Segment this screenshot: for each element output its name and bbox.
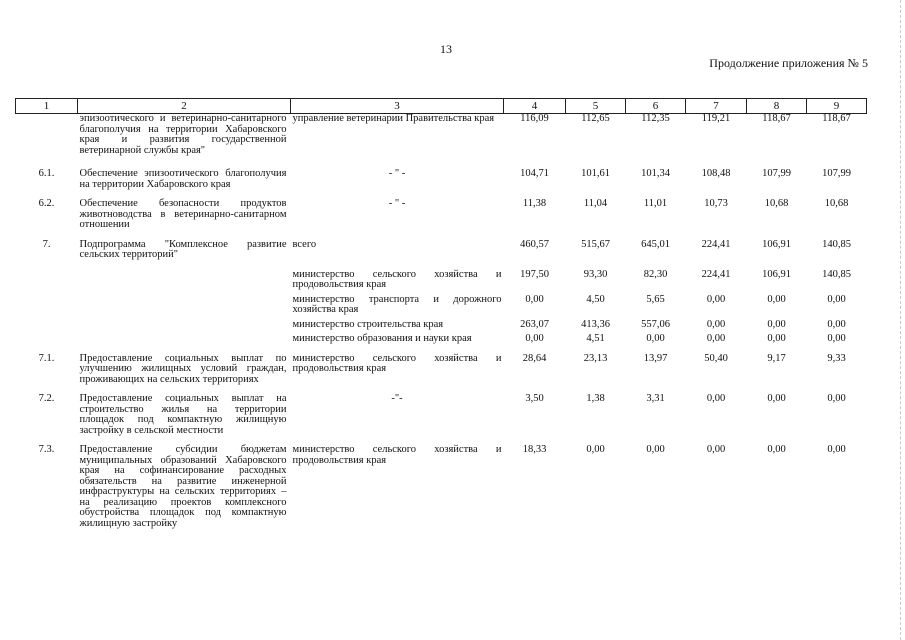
header-cell: 3	[291, 99, 504, 114]
value-cell: 0,00	[706, 393, 726, 404]
table-row	[16, 436, 867, 529]
value-cell: 224,41	[701, 238, 731, 250]
value-cell: 11,01	[643, 198, 668, 209]
value-cell: 557,06	[641, 318, 670, 330]
value-cell: 93,30	[583, 268, 608, 280]
activity-name	[78, 330, 291, 345]
value-cell: 112,35	[641, 113, 670, 124]
row-number	[16, 316, 78, 331]
header-cell: 4	[504, 99, 566, 114]
header-cell: 1	[16, 99, 78, 114]
value-cell: 0,00	[827, 293, 846, 305]
executor: министерство сельского хозяйства и продовольствия края	[292, 268, 502, 290]
executor: министерство образования и науки края	[292, 333, 472, 344]
header-cell: 2	[78, 99, 291, 114]
activity-name	[78, 261, 291, 291]
table-row	[16, 330, 867, 345]
value-cell: 0,00	[827, 444, 846, 455]
value-cell: 106,91	[762, 268, 791, 280]
value-cell: 9,17	[767, 352, 786, 364]
value-cell: 18,33	[522, 444, 547, 455]
header-cell: 8	[747, 99, 807, 114]
value-cell: 0,00	[706, 333, 726, 344]
executor: управление ветеринарии Правительства края	[292, 113, 495, 124]
value-cell: 0,00	[586, 444, 605, 455]
value-cell: 118,67	[822, 113, 851, 124]
value-cell: 23,13	[583, 352, 608, 364]
value-cell: 112,65	[581, 113, 610, 124]
value-cell: 4,50	[586, 293, 605, 305]
value-cell: 4,51	[586, 333, 605, 344]
value-cell: 0,00	[525, 333, 544, 344]
continuation-title: Продолжение приложения № 5	[709, 56, 868, 70]
row-number	[16, 114, 78, 157]
value-cell: 0,00	[525, 293, 544, 305]
activity-name: Обеспечение безопасности продуктов животноводства в ветеринарно-санитарном отношении	[79, 198, 287, 230]
value-cell: 11,04	[583, 198, 608, 209]
executor: - " -	[388, 198, 406, 209]
value-cell: 3,50	[525, 393, 544, 404]
activity-name: Предоставление субсидии бюджетам муниципальных образований Хабаровского края на софинансирование расходных обязательств на развитие инженерной инфраструктуры на сельских территориях – на реализацию проектов комплексного обустройства площадок под компактную жилищную застройку	[79, 444, 287, 529]
value-cell: 108,48	[701, 168, 731, 179]
value-cell: 0,00	[767, 333, 786, 344]
value-cell: 0,00	[646, 333, 665, 344]
value-cell: 10,68	[824, 198, 849, 209]
value-cell: 0,00	[706, 444, 726, 455]
header-cell: 7	[686, 99, 747, 114]
table-row	[16, 385, 867, 436]
activity-name: Предоставление социальных выплат по улучшению жилищных условий граждан, проживающих на сельских территориях	[79, 352, 287, 385]
row-number	[16, 291, 78, 316]
value-cell: 140,85	[822, 268, 851, 280]
value-cell: 28,64	[522, 352, 547, 364]
row-number: 7.3.	[38, 444, 55, 455]
value-cell: 460,57	[520, 238, 549, 250]
table-row	[16, 345, 867, 386]
value-cell: 11,38	[522, 198, 547, 209]
table-row	[16, 231, 867, 261]
value-cell: 107,99	[762, 168, 791, 179]
value-cell: 0,00	[767, 444, 786, 455]
value-cell: 413,36	[581, 318, 610, 330]
activity-name	[78, 291, 291, 316]
row-number: 7.2.	[38, 393, 55, 404]
activity-name: Предоставление социальных выплат на строительство жилья на территории площадок под компактную жилищную застройку в сельской местности	[79, 393, 287, 436]
row-number: 7.1.	[38, 352, 55, 364]
value-cell: 3,31	[646, 393, 665, 404]
executor: -"-	[391, 393, 403, 404]
value-cell: 106,91	[762, 238, 791, 250]
table-row	[16, 291, 867, 316]
table-row	[16, 316, 867, 331]
value-cell: 0,00	[827, 318, 846, 330]
value-cell: 101,61	[581, 168, 610, 179]
value-cell: 107,99	[822, 168, 851, 179]
value-cell: 10,73	[704, 198, 728, 209]
header-cell: 9	[807, 99, 867, 114]
executor: - " -	[388, 168, 406, 179]
executor: министерство строительства края	[292, 318, 444, 330]
activity-name: эпизоотического и ветеринарно-санитарного благополучия на территории Хабаровского края и развития государственной ветеринарной службы края"	[79, 113, 287, 156]
value-cell: 104,71	[520, 168, 549, 179]
value-cell: 9,33	[827, 352, 846, 364]
table-header-row	[16, 99, 867, 114]
table-row	[16, 156, 867, 190]
activity-name: Подпрограмма "Комплексное развитие сельских территорий"	[79, 238, 287, 260]
value-cell: 82,30	[643, 268, 668, 280]
row-number	[16, 330, 78, 345]
scan-edge-line	[900, 0, 902, 640]
table-row	[16, 114, 867, 157]
program-funding-table	[15, 98, 867, 529]
value-cell: 116,09	[520, 113, 549, 124]
value-cell: 13,97	[643, 352, 668, 364]
value-cell: 0,00	[646, 444, 665, 455]
value-cell: 118,67	[762, 113, 791, 124]
table-row	[16, 261, 867, 291]
value-cell: 10,68	[764, 198, 789, 209]
value-cell: 0,00	[767, 318, 786, 330]
executor: министерство транспорта и дорожного хозяйства края	[292, 293, 502, 315]
value-cell: 1,38	[586, 393, 605, 404]
row-number	[16, 261, 78, 291]
value-cell: 0,00	[767, 393, 786, 404]
executor: всего	[292, 238, 317, 250]
value-cell: 50,40	[704, 352, 728, 364]
value-cell: 0,00	[767, 293, 786, 305]
value-cell: 119,21	[701, 113, 731, 124]
activity-name	[78, 316, 291, 331]
row-number: 6.2.	[38, 198, 55, 209]
page-number: 13	[440, 42, 452, 56]
value-cell: 263,07	[520, 318, 549, 330]
table-row	[16, 190, 867, 231]
value-cell: 197,50	[520, 268, 549, 280]
value-cell: 224,41	[701, 268, 731, 280]
value-cell: 0,00	[706, 293, 726, 305]
header-cell: 6	[626, 99, 686, 114]
header-cell: 5	[566, 99, 626, 114]
value-cell: 645,01	[641, 238, 670, 250]
executor: министерство сельского хозяйства и продовольствия края	[292, 444, 502, 466]
value-cell: 101,34	[641, 168, 670, 179]
value-cell: 515,67	[581, 238, 610, 250]
value-cell: 5,65	[646, 293, 665, 305]
value-cell: 140,85	[822, 238, 851, 250]
value-cell: 0,00	[827, 393, 846, 404]
row-number: 6.1.	[38, 168, 55, 179]
value-cell: 0,00	[706, 318, 726, 330]
value-cell: 0,00	[827, 333, 846, 344]
activity-name: Обеспечение эпизоотического благополучия на территории Хабаровского края	[79, 168, 287, 190]
executor: министерство сельского хозяйства и продовольствия края	[292, 352, 502, 374]
row-number: 7.	[42, 238, 51, 250]
